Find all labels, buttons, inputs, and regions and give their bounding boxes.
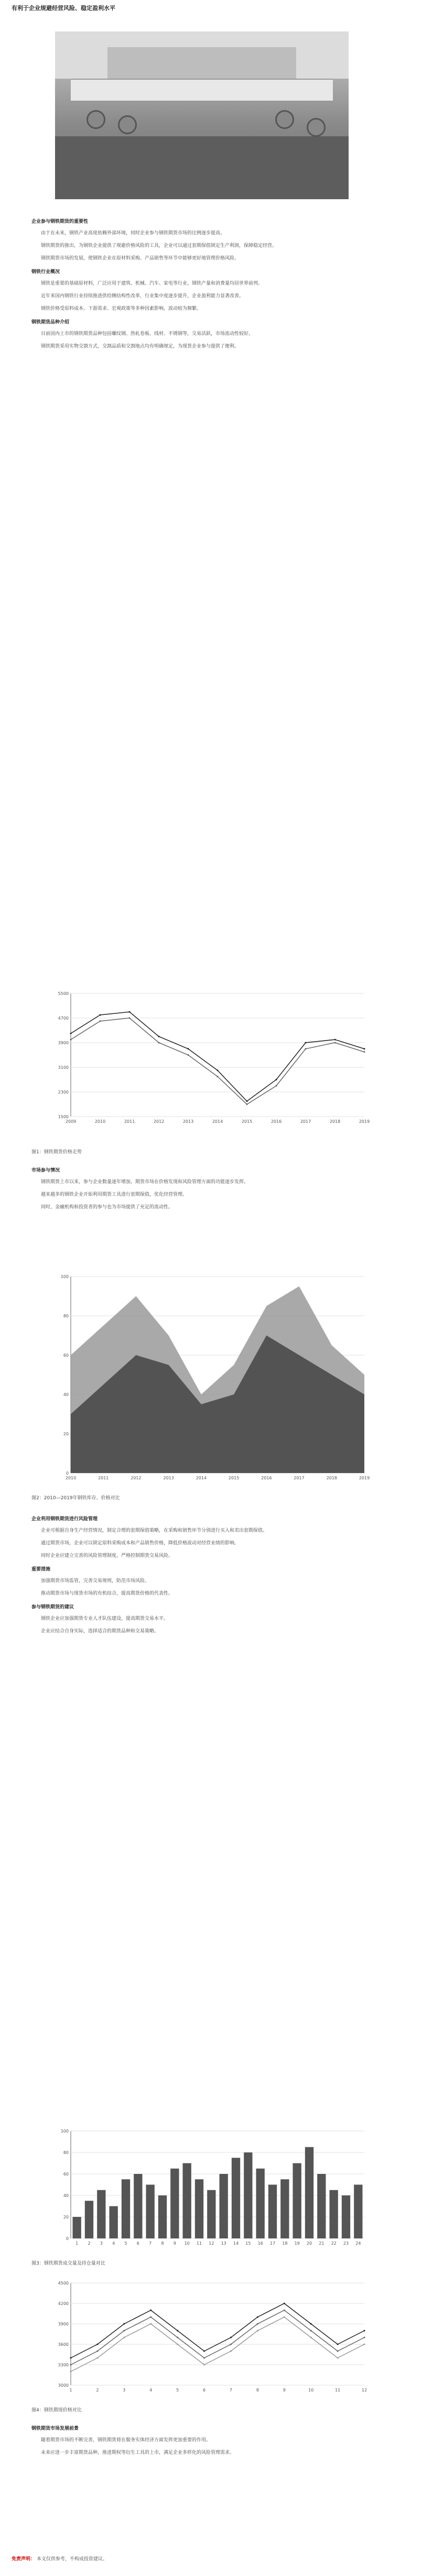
paragraph: 由于在未来，钢铁产业高度依赖外部环境，同时企业参与钢铁期货市场的比例逐步提高。 [41, 231, 225, 236]
paragraph: 推动期货市场与现货市场的有机结合，提高期货价格的代表性。 [41, 1591, 174, 1596]
chart1-point [246, 1103, 248, 1105]
chart2-x-tick: 2013 [163, 1476, 174, 1480]
paragraph: 通过期货市场，企业可以锁定原料采购成本和产品销售价格，降低价格波动对经营业绩的影响。 [41, 1541, 240, 1546]
chart4-x-tick: 8 [256, 2388, 259, 2393]
chart1-series-line [71, 1018, 364, 1105]
chart1-x-tick: 2011 [124, 1119, 135, 1124]
chart3-x-tick: 5 [124, 2241, 127, 2246]
chart1-point [246, 1100, 248, 1102]
chart3-bar [354, 2185, 362, 2239]
chart4-x-tick: 7 [229, 2388, 233, 2393]
chart1-point [276, 1079, 277, 1080]
chart3-bar [256, 2169, 265, 2238]
chart1-x-tick: 2015 [241, 1119, 253, 1124]
chart1-point [217, 1069, 219, 1071]
section-heading: 钢铁期货市场发展前景 [31, 2426, 79, 2431]
chart3-bar [305, 2147, 313, 2238]
chart4-x-tick: 9 [283, 2388, 286, 2393]
chart4-y-tick: 3600 [58, 2342, 69, 2347]
chart1-point [188, 1054, 189, 1056]
chart3-x-tick: 3 [100, 2241, 103, 2246]
chart1-y-tick: 3900 [58, 1041, 69, 1045]
paragraph: 近年来国内钢铁行业持续推进供给侧结构性改革，行业集中度逐步提升，企业盈利能力显著改善。 [41, 294, 244, 299]
chart3-x-tick: 11 [196, 2241, 202, 2246]
paragraph: 越来越多的钢铁企业开始利用期货工具进行套期保值，优化经营管理。 [41, 1192, 188, 1197]
paragraph: 钢铁企业应加强期货专业人才队伍建设，提高期货交易水平。 [41, 1616, 169, 1621]
chart4-y-tick: 4500 [58, 2281, 69, 2286]
section-heading: 钢铁期货品种介绍 [31, 320, 70, 325]
chart4-point [257, 2323, 258, 2325]
chart1-x-tick: 2014 [212, 1119, 223, 1124]
paragraph: 同时，金融机构和投资者的参与也为市场提供了充足的流动性。 [41, 1205, 174, 1210]
chart4-point [123, 2337, 125, 2339]
chart1-point [305, 1048, 307, 1049]
chart3-bar [134, 2174, 142, 2238]
chart3-x-tick: 22 [331, 2241, 337, 2246]
chart1-y-tick: 1500 [58, 1114, 69, 1119]
photo-coil [275, 110, 294, 129]
chart3-bar [85, 2201, 93, 2238]
chart4-point [284, 2317, 285, 2318]
chart4-point [364, 2337, 365, 2339]
photo-coil [307, 118, 326, 137]
disclaimer [12, 2555, 410, 2563]
chart3-y-tick: 80 [63, 2150, 69, 2155]
chart2-x-tick: 2010 [65, 1476, 77, 1480]
chart1-y-tick: 3100 [58, 1065, 69, 1070]
chart1-point [364, 1051, 365, 1053]
chart2-y-tick: 0 [66, 1471, 69, 1476]
chart3-bar [207, 2190, 215, 2238]
section-heading: 企业利用钢铁期货进行风险管理 [31, 1517, 98, 1522]
section-heading: 企业参与钢铁期货的重要性 [31, 219, 89, 224]
chart1-x-tick: 2012 [153, 1119, 165, 1124]
futures-spot-svg [47, 2275, 372, 2401]
chart4-point [284, 2310, 285, 2311]
volume-svg [47, 2123, 372, 2254]
chart4-y-tick: 4200 [58, 2301, 69, 2306]
chart4-point [123, 2330, 125, 2332]
chart3-bar [317, 2174, 326, 2238]
chart1-point [100, 1014, 101, 1016]
chart3-bar [280, 2179, 289, 2238]
chart1-point [188, 1048, 189, 1049]
chart3-caption: 图3：钢铁期货成交量及持仓量对比 [31, 2261, 105, 2266]
chart3-x-tick: 17 [269, 2241, 276, 2246]
chart2-y-tick: 20 [63, 1432, 69, 1436]
stock-price-svg [47, 1269, 372, 1489]
chart4-point [96, 2351, 98, 2352]
chart1-x-tick: 2016 [270, 1119, 282, 1124]
paragraph: 钢铁期货上市以来，参与企业数量逐年增加，期货市场在价格发现和风险管理方面的功能逐步发挥。 [41, 1179, 249, 1185]
chart1-x-tick: 2010 [94, 1119, 106, 1124]
chart2-x-tick: 2018 [326, 1476, 337, 1480]
chart4-y-tick: 3900 [58, 2322, 69, 2326]
chart-volume [47, 2123, 372, 2254]
chart3-bar [170, 2169, 179, 2238]
final-section [31, 2419, 393, 2461]
chart1-series-line [71, 1012, 364, 1101]
price-trend-svg [47, 986, 372, 1132]
chart1-y-tick: 2300 [58, 1090, 69, 1095]
chart3-x-tick: 13 [221, 2241, 226, 2246]
chart4-point [203, 2364, 205, 2366]
chart1-point [364, 1048, 365, 1049]
chart2-x-tick: 2017 [294, 1476, 305, 1480]
chart3-x-tick: 4 [112, 2241, 115, 2246]
chart4-point [337, 2357, 339, 2359]
chart4-caption: 图4：钢铁期现价格对比 [31, 2408, 82, 2413]
chart3-y-tick: 20 [63, 2215, 69, 2220]
chart4-series-line [71, 2310, 364, 2365]
chart3-x-tick: 18 [282, 2241, 288, 2246]
photo-coil [118, 115, 137, 134]
section-heading: 市场参与情况 [31, 1168, 60, 1173]
chart4-point [230, 2337, 232, 2339]
chart2-caption: 图2：2010—2019年钢铁库存、价格对比 [31, 1496, 120, 1501]
chart4-x-tick: 5 [176, 2388, 179, 2393]
chart3-bar [268, 2185, 277, 2239]
chart3-x-tick: 23 [343, 2241, 349, 2246]
chart4-point [177, 2344, 178, 2345]
chart1-point [70, 1039, 72, 1041]
chart3-x-tick: 9 [173, 2241, 176, 2246]
chart4-point [230, 2344, 232, 2345]
chart1-point [158, 1036, 160, 1037]
chart3-x-tick: 21 [319, 2241, 324, 2246]
chart3-x-tick: 10 [184, 2241, 190, 2246]
chart3-bar [195, 2179, 203, 2238]
chart1-point [276, 1085, 277, 1087]
paragraph: 随着期货市场的不断完善，钢铁期货将在服务实体经济方面发挥更加重要的作用。 [41, 2438, 211, 2443]
lower-sections [31, 1510, 393, 1640]
chart2-x-tick: 2014 [196, 1476, 207, 1480]
chart4-point [96, 2344, 98, 2345]
photo-building [107, 47, 296, 79]
chart1-point [100, 1020, 101, 1022]
chart4-x-tick: 4 [149, 2388, 153, 2393]
chart2-y-tick: 100 [60, 1274, 69, 1279]
photo-canopy [71, 79, 333, 101]
chart1-point [334, 1042, 336, 1044]
chart3-x-tick: 20 [306, 2241, 312, 2246]
chart3-bar [330, 2190, 338, 2238]
chart3-x-tick: 7 [149, 2241, 152, 2246]
paragraph: 钢铁期货采用实物交割方式，交割品质和交割地点均有明确规定，为现货企业参与提供了便利。 [41, 344, 240, 349]
chart4-point [123, 2323, 125, 2325]
chart4-point [310, 2323, 312, 2325]
chart4-x-tick: 12 [361, 2388, 367, 2393]
chart3-bar [97, 2190, 105, 2238]
chart4-x-tick: 6 [202, 2388, 206, 2393]
chart1-point [129, 1011, 131, 1013]
photo-road [55, 136, 349, 199]
disclaimer-lead: 免责声明： [12, 2557, 36, 2562]
chart3-bar [342, 2195, 350, 2238]
chart4-point [337, 2344, 339, 2345]
paragraph: 企业应结合自身实际，选择适合的期货品种和交易策略。 [41, 1629, 159, 1634]
paragraph: 企业可根据自身生产经营情况，制定合理的套期保值策略，在采购和销售环节分别进行买入和卖出套期保值。 [41, 1528, 268, 1533]
chart3-y-tick: 40 [63, 2193, 69, 2198]
chart4-series-line [71, 2303, 364, 2358]
paragraph: 钢铁价格受原料成本、下游需求、宏观政策等多种因素影响，波动较为频繁。 [41, 306, 202, 311]
chart2-x-tick: 2016 [261, 1476, 272, 1480]
chart4-point [203, 2357, 205, 2359]
chart2-y-tick: 40 [63, 1392, 69, 1397]
paragraph: 未来应进一步丰富期货品种，推进期权等衍生工具的上市，满足企业多样化的风险管理需求。 [41, 2450, 235, 2455]
chart3-y-tick: 100 [60, 2129, 69, 2134]
chart4-point [203, 2351, 205, 2352]
chart1-x-tick: 2009 [65, 1119, 77, 1124]
chart1-x-tick: 2013 [182, 1119, 194, 1124]
paragraph: 同时企业应建立完善的风险管理制度，严格控制期货交易风险。 [41, 1553, 174, 1558]
chart4-point [257, 2317, 258, 2318]
chart4-point [364, 2330, 365, 2332]
chart1-caption: 图1：钢铁期货价格走势 [31, 1150, 82, 1155]
chart4-x-tick: 3 [123, 2388, 126, 2393]
chart4-point [284, 2303, 285, 2304]
chart4-point [150, 2323, 152, 2325]
chart3-bar [183, 2163, 191, 2239]
paragraph: 加强期货市场监管，完善交易规则，防范市场风险。 [41, 1578, 150, 1584]
section-heading: 重要措施 [31, 1567, 51, 1572]
chart3-x-tick: 19 [294, 2241, 300, 2246]
chart2-y-tick: 60 [63, 1353, 69, 1358]
paragraph: 钢铁期货市场的发展，使钢铁企业在原材料采购、产品销售等环节中能够更好地管理价格风险。 [41, 256, 240, 261]
chart1-point [334, 1039, 336, 1041]
chart3-x-tick: 2 [88, 2241, 91, 2246]
chart4-point [70, 2371, 72, 2373]
chart4-point [177, 2330, 178, 2332]
chart3-bar [158, 2195, 167, 2238]
chart3-y-tick: 60 [63, 2172, 69, 2177]
chart1-point [305, 1042, 307, 1044]
chart4-point [96, 2357, 98, 2359]
chart3-x-tick: 6 [136, 2241, 139, 2246]
paragraph: 目前国内上市的钢铁期货品种包括螺纹钢、热轧卷板、线材、不锈钢等，交易活跃，市场流动性较好。 [41, 331, 254, 337]
chart2-x-tick: 2015 [228, 1476, 240, 1480]
chart3-x-tick: 24 [355, 2241, 361, 2246]
chart2-x-tick: 2019 [359, 1476, 370, 1480]
chart4-x-tick: 2 [96, 2388, 99, 2393]
chart4-point [177, 2337, 178, 2339]
article-title: 有利于企业规避经营风险、稳定盈利水平 [12, 5, 115, 12]
chart-stock-price [47, 1269, 372, 1489]
chart4-x-tick: 11 [334, 2388, 341, 2393]
chart4-y-tick: 3300 [58, 2363, 69, 2367]
header-photo [55, 31, 349, 199]
chart1-point [158, 1042, 160, 1044]
chart1-x-tick: 2017 [300, 1119, 311, 1124]
paragraph: 钢铁是重要的基础原材料，广泛应用于建筑、机械、汽车、家电等行业，钢铁产量和消费量均居世界前列。 [41, 281, 263, 286]
chart4-point [337, 2351, 339, 2352]
chart3-bar [122, 2179, 130, 2238]
chart1-x-tick: 2019 [359, 1119, 370, 1124]
chart4-point [310, 2337, 312, 2339]
chart4-point [150, 2310, 152, 2311]
chart3-bar [146, 2185, 155, 2239]
chart4-point [310, 2330, 312, 2332]
paragraph: 钢铁期货的推出，为钢铁企业提供了规避价格风险的工具，企业可以通过套期保值锁定生产利润，保障稳定经营。 [41, 243, 277, 248]
chart1-point [129, 1018, 131, 1019]
chart3-x-tick: 14 [233, 2241, 239, 2246]
chart1-y-tick: 5500 [58, 991, 69, 996]
chart4-point [70, 2357, 72, 2359]
chart4-point [230, 2351, 232, 2352]
chart3-x-tick: 12 [209, 2241, 214, 2246]
chart3-x-tick: 15 [245, 2241, 251, 2246]
chart4-x-tick: 10 [308, 2388, 314, 2393]
middle-section [31, 1161, 393, 1216]
chart4-point [70, 2364, 72, 2366]
section-heading: 钢铁行业概况 [31, 269, 60, 275]
chart3-x-tick: 16 [257, 2241, 263, 2246]
chart3-bar [244, 2152, 252, 2238]
chart3-bar [220, 2174, 228, 2238]
chart4-x-tick: 1 [69, 2388, 72, 2393]
chart4-point [364, 2344, 365, 2345]
chart3-x-tick: 8 [161, 2241, 164, 2246]
chart2-x-tick: 2011 [98, 1476, 109, 1480]
photo-coil [86, 110, 105, 129]
chart1-y-tick: 4700 [58, 1016, 69, 1021]
chart2-x-tick: 2012 [131, 1476, 142, 1480]
chart2-y-tick: 80 [63, 1314, 69, 1318]
chart-futures-spot [47, 2275, 372, 2401]
chart4-point [257, 2330, 258, 2332]
disclaimer-text: 本文仅供参考，不构成投资建议。 [36, 2557, 107, 2562]
chart3-bar [73, 2217, 81, 2238]
chart4-point [150, 2317, 152, 2318]
chart3-x-tick: 1 [75, 2241, 79, 2246]
chart4-y-tick: 3000 [58, 2383, 69, 2388]
chart1-point [70, 1033, 72, 1034]
chart-price-trend [47, 986, 372, 1132]
chart3-y-tick: 0 [66, 2236, 69, 2241]
intro-sections [31, 212, 393, 355]
chart3-bar [110, 2206, 118, 2239]
chart1-point [217, 1076, 219, 1077]
chart1-x-tick: 2018 [329, 1119, 341, 1124]
chart3-bar [293, 2163, 301, 2239]
section-heading: 参与钢铁期货的建议 [31, 1605, 74, 1610]
chart3-bar [232, 2158, 240, 2238]
